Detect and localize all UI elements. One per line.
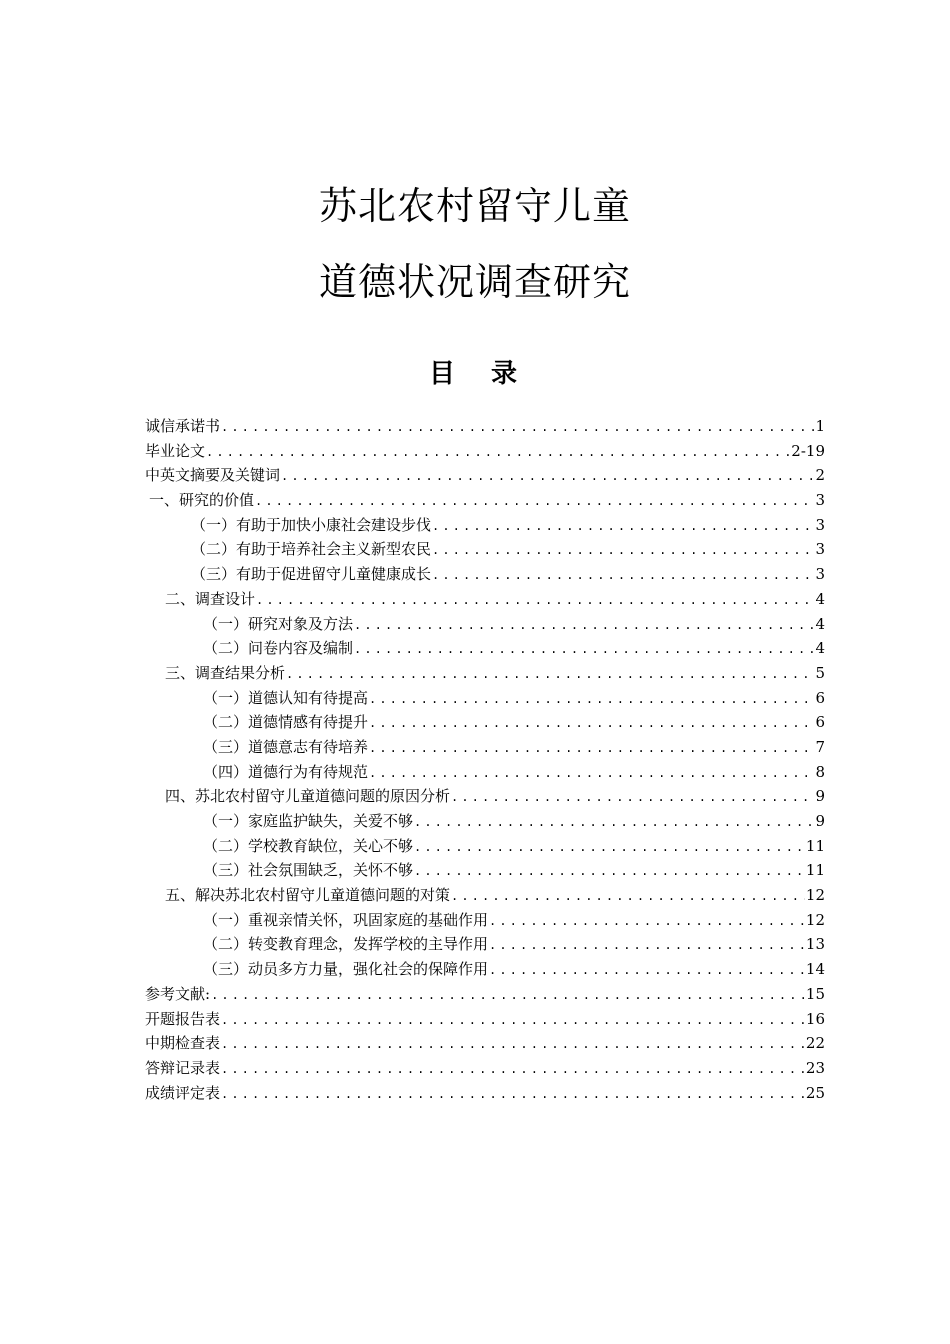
toc-dot-leader xyxy=(489,933,805,958)
toc-entry-page: 11 xyxy=(805,861,825,880)
toc-entry[interactable] xyxy=(145,1031,825,1056)
toc-dot-leader xyxy=(369,687,814,712)
toc-entry[interactable] xyxy=(145,932,825,957)
toc-heading-part-2: 录 xyxy=(491,359,522,389)
toc-dot-leader xyxy=(221,1008,805,1033)
toc-entry-text: （四）道德行为有待规范 xyxy=(203,762,369,781)
toc-entry-text: （三）动员多方力量，强化社会的保障作用 xyxy=(203,960,489,979)
toc-entry-page: 12 xyxy=(805,910,825,929)
toc-entry[interactable] xyxy=(145,636,825,661)
toc-entry-text: （一）重视亲情关怀，巩固家庭的基础作用 xyxy=(203,910,489,929)
toc-entry-text: 二、调查设计 xyxy=(165,589,256,608)
toc-entry[interactable] xyxy=(145,1007,825,1032)
toc-dot-leader xyxy=(489,958,805,983)
toc-entry[interactable] xyxy=(145,760,825,785)
toc-entry[interactable] xyxy=(145,908,825,933)
toc-dot-leader xyxy=(256,588,814,613)
toc-dot-leader xyxy=(414,810,814,835)
toc-entry-page: 5 xyxy=(815,663,825,682)
toc-entry-text: 四、苏北农村留守儿童道德问题的原因分析 xyxy=(165,787,451,806)
toc-entry-text: 诚信承诺书 xyxy=(145,417,221,435)
title-line-1: 苏北农村留守儿童 xyxy=(318,184,631,228)
toc-dot-leader xyxy=(451,785,814,810)
toc-entry-page: 8 xyxy=(815,762,825,781)
toc-dot-leader xyxy=(354,637,814,662)
toc-entry-text: （二）问卷内容及编制 xyxy=(203,639,354,658)
toc-dot-leader xyxy=(211,983,805,1008)
toc-entry-text: （二）转变教育理念，发挥学校的主导作用 xyxy=(203,935,489,954)
toc-entry-text: （一）家庭监护缺失，关爱不够 xyxy=(203,812,414,830)
toc-entry[interactable] xyxy=(145,1081,825,1106)
toc-dot-leader xyxy=(221,1032,805,1057)
toc-entry-page: 2-19 xyxy=(791,441,825,460)
toc-entry-page: 4 xyxy=(815,614,825,633)
toc-entry-text: （二）学校教育缺位，关心不够 xyxy=(203,836,414,855)
toc-dot-leader xyxy=(451,884,805,909)
toc-dot-leader xyxy=(221,415,814,440)
toc-dot-leader xyxy=(369,736,814,761)
toc-dot-leader xyxy=(489,909,805,934)
toc-entry-page: 3 xyxy=(815,515,825,534)
toc-entry-page: 25 xyxy=(805,1083,825,1102)
toc-entry-text: 毕业论文 xyxy=(145,441,206,460)
toc-entry-text: 成绩评定表 xyxy=(145,1083,221,1102)
toc-entry[interactable] xyxy=(145,488,825,513)
toc-entry-text: 中期检查表 xyxy=(145,1034,221,1053)
toc-entry-text: （三）社会氛围缺乏，关怀不够 xyxy=(203,861,414,880)
toc-entry[interactable] xyxy=(145,686,825,711)
toc-entry-page: 3 xyxy=(815,540,825,559)
toc-entry-text: 开题报告表 xyxy=(145,1009,221,1028)
toc-dot-leader xyxy=(286,662,814,687)
toc-entry[interactable] xyxy=(145,735,825,760)
toc-entry[interactable] xyxy=(145,562,825,587)
toc-entry-text: （三）道德意志有待培养 xyxy=(203,737,369,756)
toc-entry-page: 9 xyxy=(815,787,825,806)
toc-entry-text: （一）道德认知有待提高 xyxy=(203,688,369,707)
toc-dot-leader xyxy=(281,464,814,489)
toc-entry-page: 22 xyxy=(805,1034,825,1053)
toc-entry[interactable] xyxy=(145,982,825,1007)
toc-entry-page: 6 xyxy=(815,713,825,732)
toc-entry[interactable] xyxy=(145,858,825,883)
toc-entry[interactable] xyxy=(145,661,825,686)
toc-entry-page: 9 xyxy=(815,812,825,830)
toc-entry-text: （一）有助于加快小康社会建设步伐 xyxy=(191,515,432,534)
toc-dot-leader xyxy=(206,440,790,465)
toc-dot-leader xyxy=(369,711,814,736)
toc-entry-page: 6 xyxy=(815,688,825,707)
toc-entry-text: 中英文摘要及关键词 xyxy=(145,466,281,485)
toc-entry-page: 12 xyxy=(805,886,825,905)
toc-entry-text: （三）有助于促进留守儿童健康成长 xyxy=(191,565,432,584)
toc-dot-leader xyxy=(354,613,814,638)
toc-entry-page: 7 xyxy=(815,737,825,756)
document-title xyxy=(0,168,950,320)
toc-entry-text: （二）道德情感有待提升 xyxy=(203,713,369,732)
toc-entry[interactable] xyxy=(145,439,825,464)
toc-entry-text: 答辩记录表 xyxy=(145,1058,221,1077)
toc-entry-page: 15 xyxy=(805,984,825,1003)
toc-entry-text: 参考文献: xyxy=(145,984,211,1003)
toc-dot-leader xyxy=(221,1057,805,1082)
toc-entry[interactable] xyxy=(145,883,825,908)
toc-entry[interactable] xyxy=(145,834,825,859)
toc-entry[interactable] xyxy=(145,809,825,834)
toc-entry[interactable] xyxy=(145,414,825,439)
toc-heading-part-1: 目 xyxy=(428,359,459,389)
toc-dot-leader xyxy=(414,835,805,860)
toc-entry-page: 3 xyxy=(815,565,825,584)
toc-dot-leader xyxy=(432,514,814,539)
toc-entry-page: 13 xyxy=(805,935,825,954)
toc-entry[interactable] xyxy=(145,513,825,538)
toc-entry-page: 4 xyxy=(815,639,825,658)
toc-dot-leader xyxy=(432,538,814,563)
toc-entry-page: 11 xyxy=(805,836,825,855)
toc-dot-leader xyxy=(369,761,814,786)
toc-heading xyxy=(0,356,950,392)
toc-entry[interactable] xyxy=(145,957,825,982)
toc-dot-leader xyxy=(432,563,814,588)
toc-entry-text: 三、调查结果分析 xyxy=(165,663,286,682)
toc-dot-leader xyxy=(414,859,805,884)
toc-entry-text: 一、研究的价值 xyxy=(149,491,255,510)
toc-entry[interactable] xyxy=(145,463,825,488)
toc-entry-page: 1 xyxy=(815,417,825,435)
toc-entry[interactable] xyxy=(145,784,825,809)
toc-entry[interactable] xyxy=(145,537,825,562)
toc-entry-page: 4 xyxy=(815,589,825,608)
toc-entry[interactable] xyxy=(145,587,825,612)
toc-dot-leader xyxy=(255,489,814,514)
toc-entry-text: 五、解决苏北农村留守儿童道德问题的对策 xyxy=(165,886,451,905)
toc-entry-page: 16 xyxy=(805,1009,825,1028)
toc-dot-leader xyxy=(221,1082,805,1107)
table-of-contents xyxy=(145,414,825,1105)
toc-entry-page: 2 xyxy=(815,466,825,485)
toc-entry-text: （一）研究对象及方法 xyxy=(203,614,354,633)
toc-entry[interactable] xyxy=(145,612,825,637)
toc-entry[interactable] xyxy=(145,1056,825,1081)
toc-entry-page: 14 xyxy=(805,960,825,979)
toc-entry[interactable] xyxy=(145,710,825,735)
toc-entry-page: 3 xyxy=(815,491,825,510)
toc-entry-page: 23 xyxy=(805,1058,825,1077)
toc-entry-text: （二）有助于培养社会主义新型农民 xyxy=(191,540,432,559)
title-line-2: 道德状况调查研究 xyxy=(318,260,631,304)
